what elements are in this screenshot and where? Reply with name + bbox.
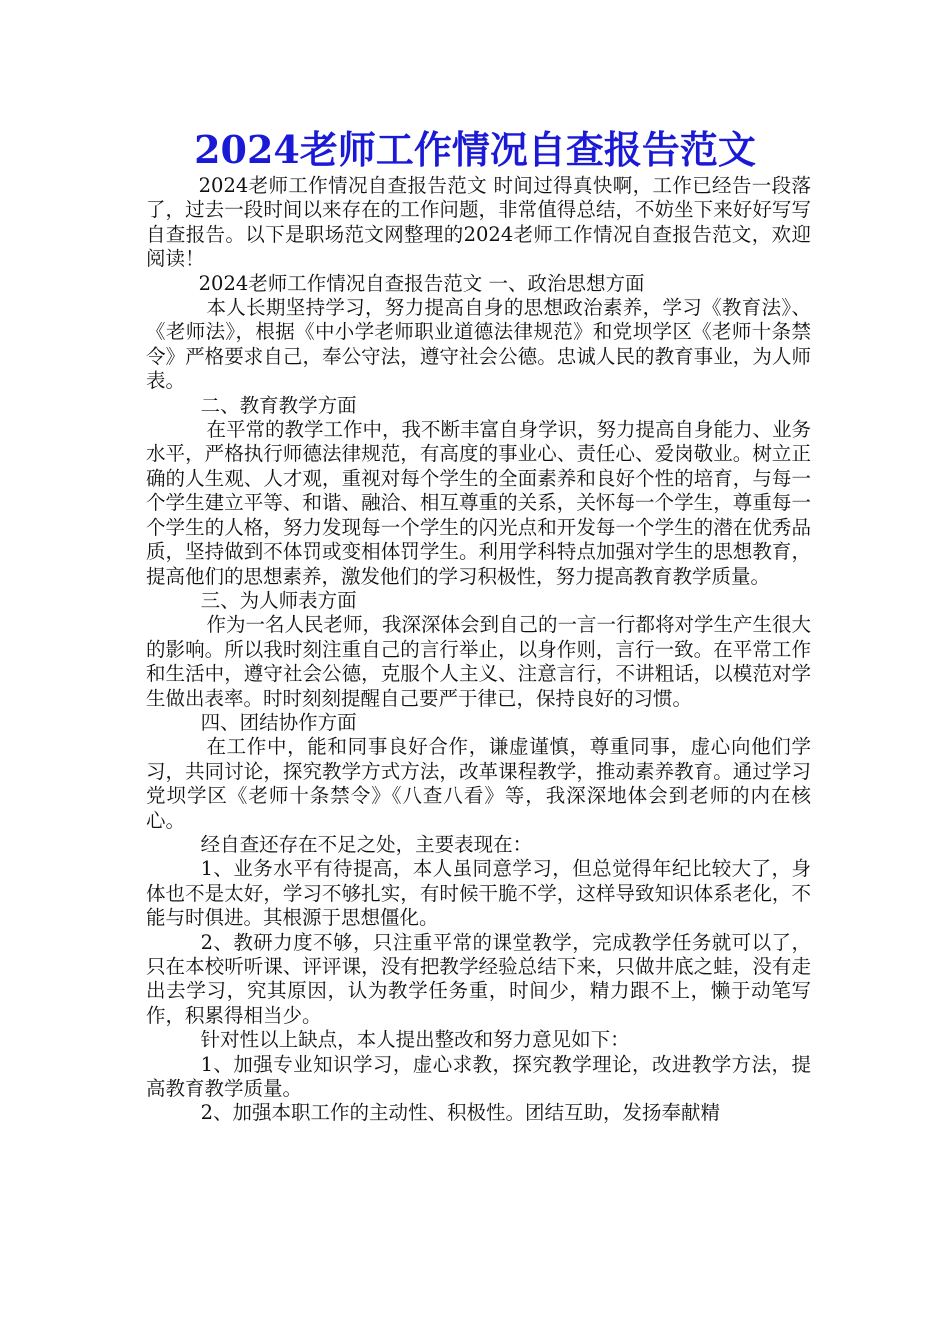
document-title: 2024老师工作情况自查报告范文 — [194, 127, 756, 172]
paragraph-intro: 2024老师工作情况自查报告范文 时间过得真快啊，工作已经告一段落了，过去一段时间以来存在的工作问题，非常值得总结，不妨坐下来好好写写自查报告。以下是职场范文网整理的2024老师工作情况自查报告范文，欢迎阅读！ — [146, 174, 811, 271]
paragraph-section-heading-political: 2024老师工作情况自查报告范文 一、政治思想方面 — [198, 271, 645, 295]
paragraph-shortcoming-2: 2、教研力度不够，只注重平常的课堂教学，完成教学任务就可以了，只在本校听听课、评评课，没有把教学经验总结下来，只做井底之蛙，没有走出去学习，究其原因，认为教学任务重，时间少，精力跟不上，懒于动笔写作，积累得相当少。 — [146, 930, 811, 1027]
paragraph-section-heading-role-model: 三、为人师表方面 — [200, 588, 357, 612]
paragraph-political: 本人长期坚持学习，努力提高自身的思想政治素养，学习《教育法》、《老师法》，根据《中小学老师职业道德法律规范》和党坝学区《老师十条禁令》严格要求自己，奉公守法，遵守社会公德。忠诚人民的教育事业，为人师表。 — [146, 296, 811, 393]
paragraph-improvements-intro: 针对性以上缺点，本人提出整改和努力意见如下： — [200, 1028, 630, 1052]
paragraph-shortcomings-intro: 经自查还存在不足之处，主要表现在： — [200, 832, 533, 856]
paragraph-shortcoming-1: 1、业务水平有待提高，本人虽同意学习，但总觉得年纪比较大了，身体也不是太好，学习不够扎实，有时候干脆不学，这样导致知识体系老化，不能与时俱进。其根源于思想僵化。 — [146, 857, 811, 930]
paragraph-teamwork: 在工作中，能和同事良好合作，谦虚谨慎，尊重同事，虚心向他们学习，共同讨论，探究教学方式方法，改革课程教学，推动素养教育。通过学习党坝学区《老师十条禁令》《八查八看》等，我深深地体会到老师的内在核心。 — [146, 735, 811, 832]
paragraph-teaching: 在平常的教学工作中，我不断丰富自身学识，努力提高自身能力、业务水平，严格执行师德法律规范，有高度的事业心、责任心、爱岗敬业。树立正确的人生观、人才观，重视对每个学生的全面素养和良好个性的培育，与每一个学生建立平等、和谐、融洽、相互尊重的关系，关怀每一个学生，尊重每一个学生的人格，努力发现每一个学生的闪光点和开发每一个学生的潜在优秀品质，坚持做到不体罚或变相体罚学生。利用学科特点加强对学生的思想教育，提高他们的思想素养，激发他们的学习积极性，努力提高教育教学质量。 — [146, 418, 811, 588]
paragraph-improvement-2: 2、加强本职工作的主动性、积极性。团结互助，发扬奉献精 — [200, 1101, 721, 1125]
paragraph-section-heading-teaching: 二、教育教学方面 — [200, 393, 357, 417]
document-body — [146, 174, 811, 1126]
paragraph-section-heading-teamwork: 四、团结协作方面 — [200, 710, 357, 734]
paragraph-role-model: 作为一名人民老师，我深深体会到自己的一言一行都将对学生产生很大的影响。所以我时刻注重自己的言行举止，以身作则，言行一致。在平常工作和生活中，遵守社会公德，克服个人主义、注意言行，不讲粗话，以模范对学生做出表率。时时刻刻提醒自己要严于律已，保持良好的习惯。 — [146, 613, 811, 710]
paragraph-improvement-1: 1、加强专业知识学习，虚心求教，探究教学理论，改进教学方法，提高教育教学质量。 — [146, 1052, 811, 1101]
